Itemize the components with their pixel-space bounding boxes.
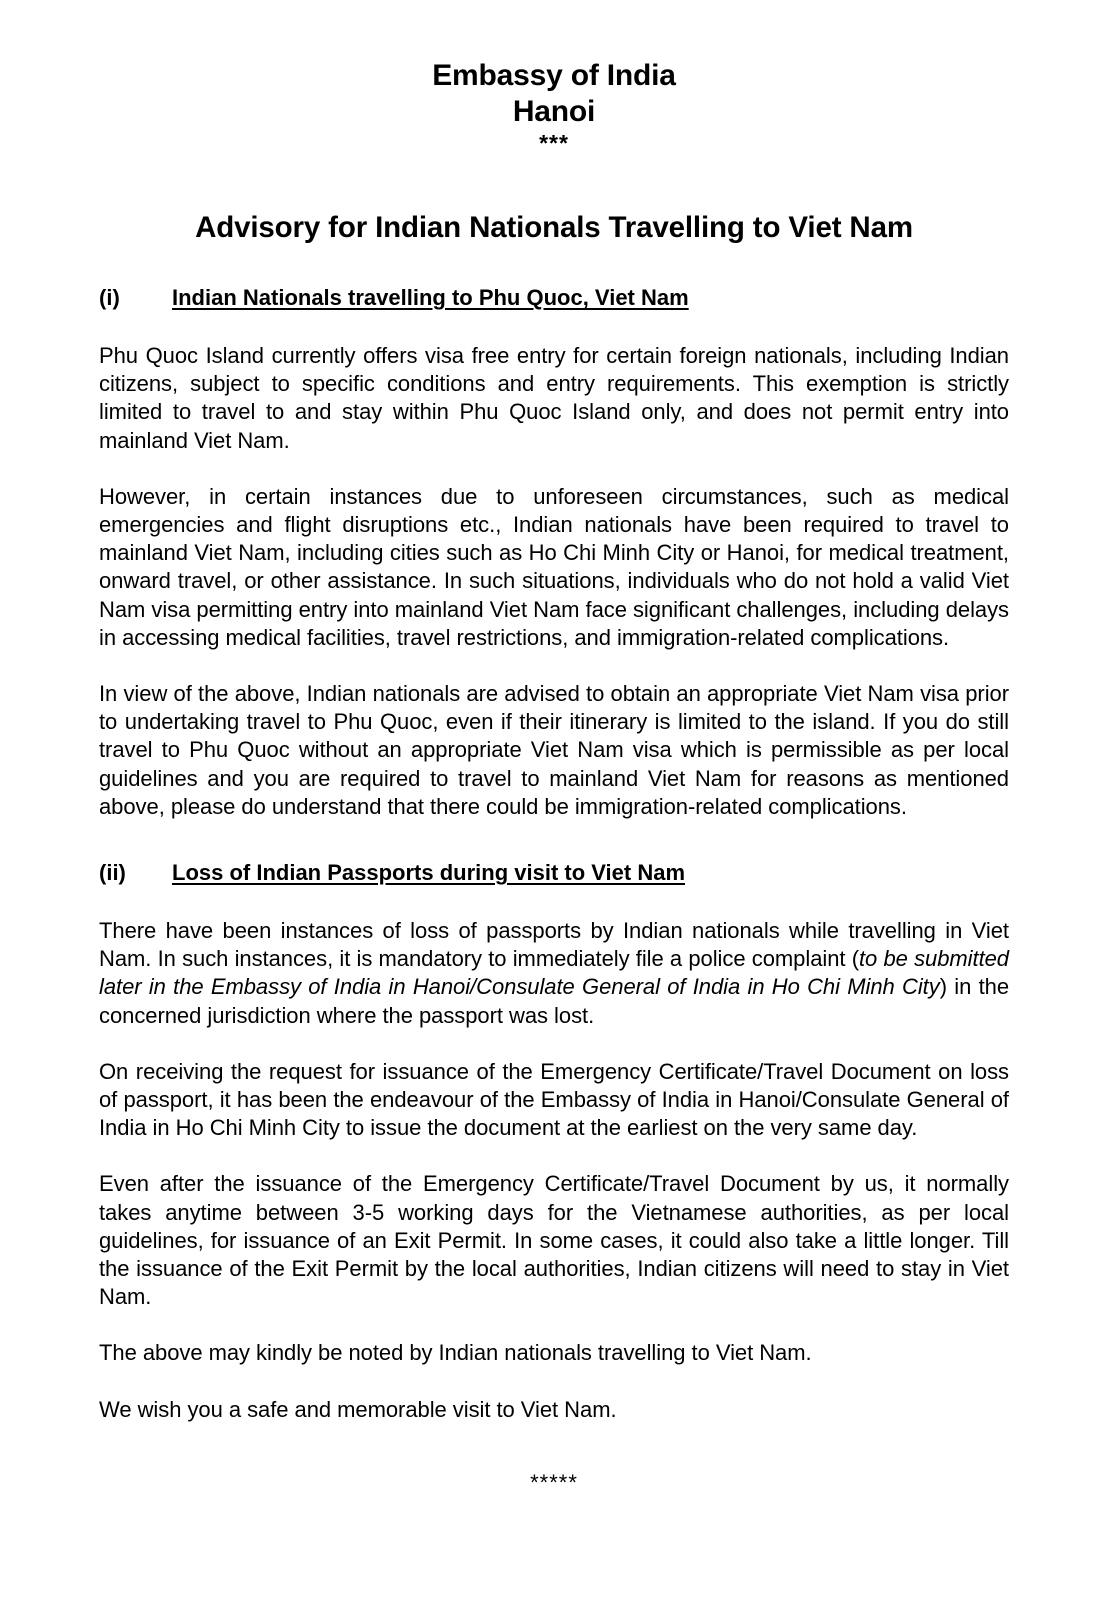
spacer: [99, 1368, 1009, 1396]
masthead: [99, 0, 1009, 156]
paragraph-i-1: Phu Quoc Island currently offers visa free entry for certain foreign nationals, including Indian citizens, subject to specific conditions and entry requirements. This exemption is strictly limited to travel to and stay within Phu Quoc Island only, and does not permit entry into mainland Viet Nam.: [99, 343, 1009, 453]
spacer: [99, 887, 1009, 917]
spacer: [99, 1030, 1009, 1058]
spacer: [99, 312, 1009, 342]
spacer: [99, 455, 1009, 483]
section-number-i: (i): [99, 285, 120, 310]
closing-paragraph-2: We wish you a safe and memorable visit to Viet Nam.: [99, 1396, 617, 1422]
spacer: [99, 652, 1009, 680]
paragraph-ii-3: Even after the issuance of the Emergency Certificate/Travel Document by us, it normally takes anytime between 3-5 working days for the Vietnamese authorities, as per local guidelines, for issuance of an Exit Permit. In some cases, it could also take a little longer. Till the issuance of the Exit Permit by the local authorities, Indian citizens will need to stay in Viet Nam.: [99, 1171, 1009, 1310]
paragraph-i-3: In view of the above, Indian nationals are advised to obtain an appropriate Viet Nam visa prior to undertaking travel to Phu Quoc, even if their itinerary is limited to the island. If you do still travel to Phu Quoc without an appropriate Viet Nam visa which is permissible as per local guidelines and you are required to travel to mainland Viet Nam for reasons as mentioned above, please do understand that there could be immigration-related complications.: [99, 681, 1009, 819]
document-content: [99, 0, 1009, 1496]
spacer: [99, 1311, 1009, 1339]
masthead-separator: ***: [539, 130, 569, 156]
page-title: Advisory for Indian Nationals Travelling to Viet Nam: [195, 211, 913, 244]
footer-separator: *****: [530, 1469, 578, 1495]
closing-paragraph-1: The above may kindly be noted by Indian nationals travelling to Viet Nam.: [99, 1340, 812, 1366]
masthead-city: Hanoi: [512, 95, 596, 128]
paragraph-ii-1: [99, 917, 1009, 1030]
paragraph-ii-1-text-before: There have been instances of loss of passports by Indian nationals while travelling in Viet Nam. In such instances, it is mandatory to immediately file a police complaint (: [99, 918, 1009, 972]
spacer: [99, 1142, 1009, 1170]
masthead-organization: Embassy of India: [432, 59, 676, 92]
section-heading-ii: [99, 859, 1009, 887]
paragraph-i-2: However, in certain instances due to unforeseen circumstances, such as medical emergencies and flight disruptions etc., Indian nationals have been required to travel to mainland Viet Nam, including cities such as Ho Chi Minh City or Hanoi, for medical treatment, onward travel, or other assistance. In such situations, individuals who do not hold a valid Viet Nam visa permitting entry into mainland Viet Nam face significant challenges, including delays in accessing medical facilities, travel restrictions, and immigration-related complications.: [99, 483, 1009, 650]
section-label-ii: Loss of Indian Passports during visit to Viet Nam: [172, 860, 686, 886]
paragraph-ii-2: On receiving the request for issuance of the Emergency Certificate/Travel Document on loss of passport, it has been the endeavour of the Embassy of India in Hanoi/Consulate General of India in Ho Chi Minh City to issue the document at the earliest on the very same day.: [99, 1058, 1009, 1141]
section-label-i: Indian Nationals travelling to Phu Quoc, Viet Nam: [172, 285, 689, 310]
paragraph-ii-1-text-after: ) in the concerned jurisdiction where the passport was lost.: [99, 974, 1009, 1028]
section-number-ii: (ii): [99, 860, 126, 886]
section-heading-i: [99, 284, 1009, 312]
paragraph-ii-1-italic-note: to be submitted later in the Embassy of India in Hanoi/Consulate General of India in Ho Chi Minh City: [99, 946, 1009, 1000]
